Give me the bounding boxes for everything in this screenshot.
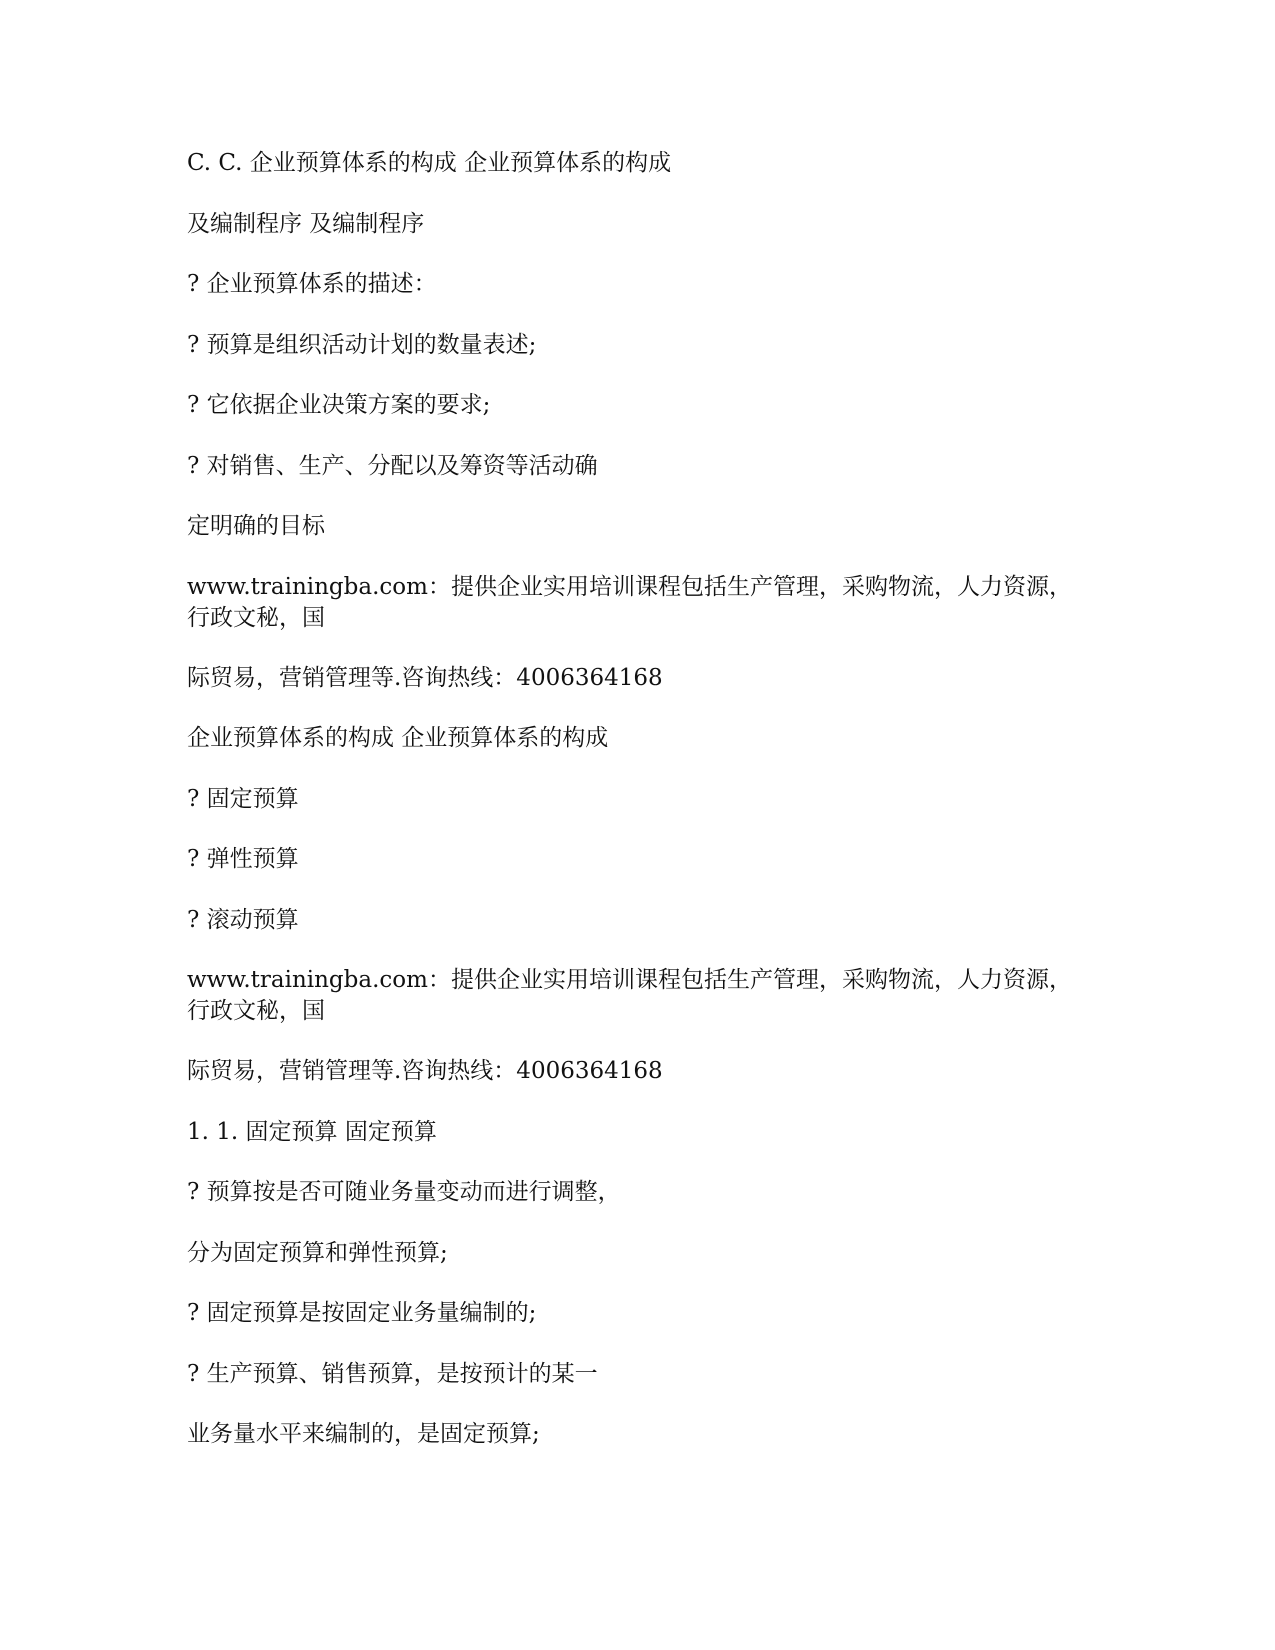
- heading-line-2: 及编制程序 及编制程序: [187, 210, 425, 237]
- bullet-line: ? 它依据企业决策方案的要求;: [187, 392, 491, 418]
- bullet-line: ? 滚动预算: [187, 906, 299, 933]
- text-line: 业务量水平来编制的，是固定预算;: [187, 1421, 540, 1447]
- footer-ad-line: 际贸易，营销管理等.咨询热线：4006364168: [187, 1058, 663, 1084]
- text-line: 分为固定预算和弹性预算;: [187, 1239, 448, 1266]
- section-heading: 1. 1. 固定预算 固定预算: [187, 1118, 437, 1145]
- heading-line: 企业预算体系的构成 企业预算体系的构成: [187, 725, 609, 751]
- bullet-line: ? 预算按是否可随业务量变动而进行调整，: [187, 1179, 621, 1205]
- footer-ad-line: www.trainingba.com：提供企业实用培训课程包括生产管理，采购物流，人力资源，行政文秘，国: [187, 573, 1072, 631]
- document-body: [187, 148, 1087, 1480]
- heading-line-1: C. C. 企业预算体系的构成 企业预算体系的构成: [187, 150, 672, 176]
- text-line: 定明确的目标: [187, 513, 325, 539]
- bullet-line: ? 企业预算体系的描述：: [187, 271, 437, 297]
- bullet-line: ? 固定预算是按固定业务量编制的;: [187, 1300, 537, 1326]
- footer-ad-line: www.trainingba.com：提供企业实用培训课程包括生产管理，采购物流，人力资源，行政文秘，国: [187, 967, 1072, 1024]
- footer-ad-line: 际贸易，营销管理等.咨询热线：4006364168: [187, 664, 663, 691]
- bullet-line: ? 弹性预算: [187, 846, 299, 872]
- bullet-line: ? 对销售、生产、分配以及筹资等活动确: [187, 452, 598, 479]
- bullet-line: ? 预算是组织活动计划的数量表述;: [187, 331, 537, 358]
- bullet-line: ? 固定预算: [187, 785, 299, 812]
- bullet-line: ? 生产预算、销售预算，是按预计的某一: [187, 1360, 598, 1387]
